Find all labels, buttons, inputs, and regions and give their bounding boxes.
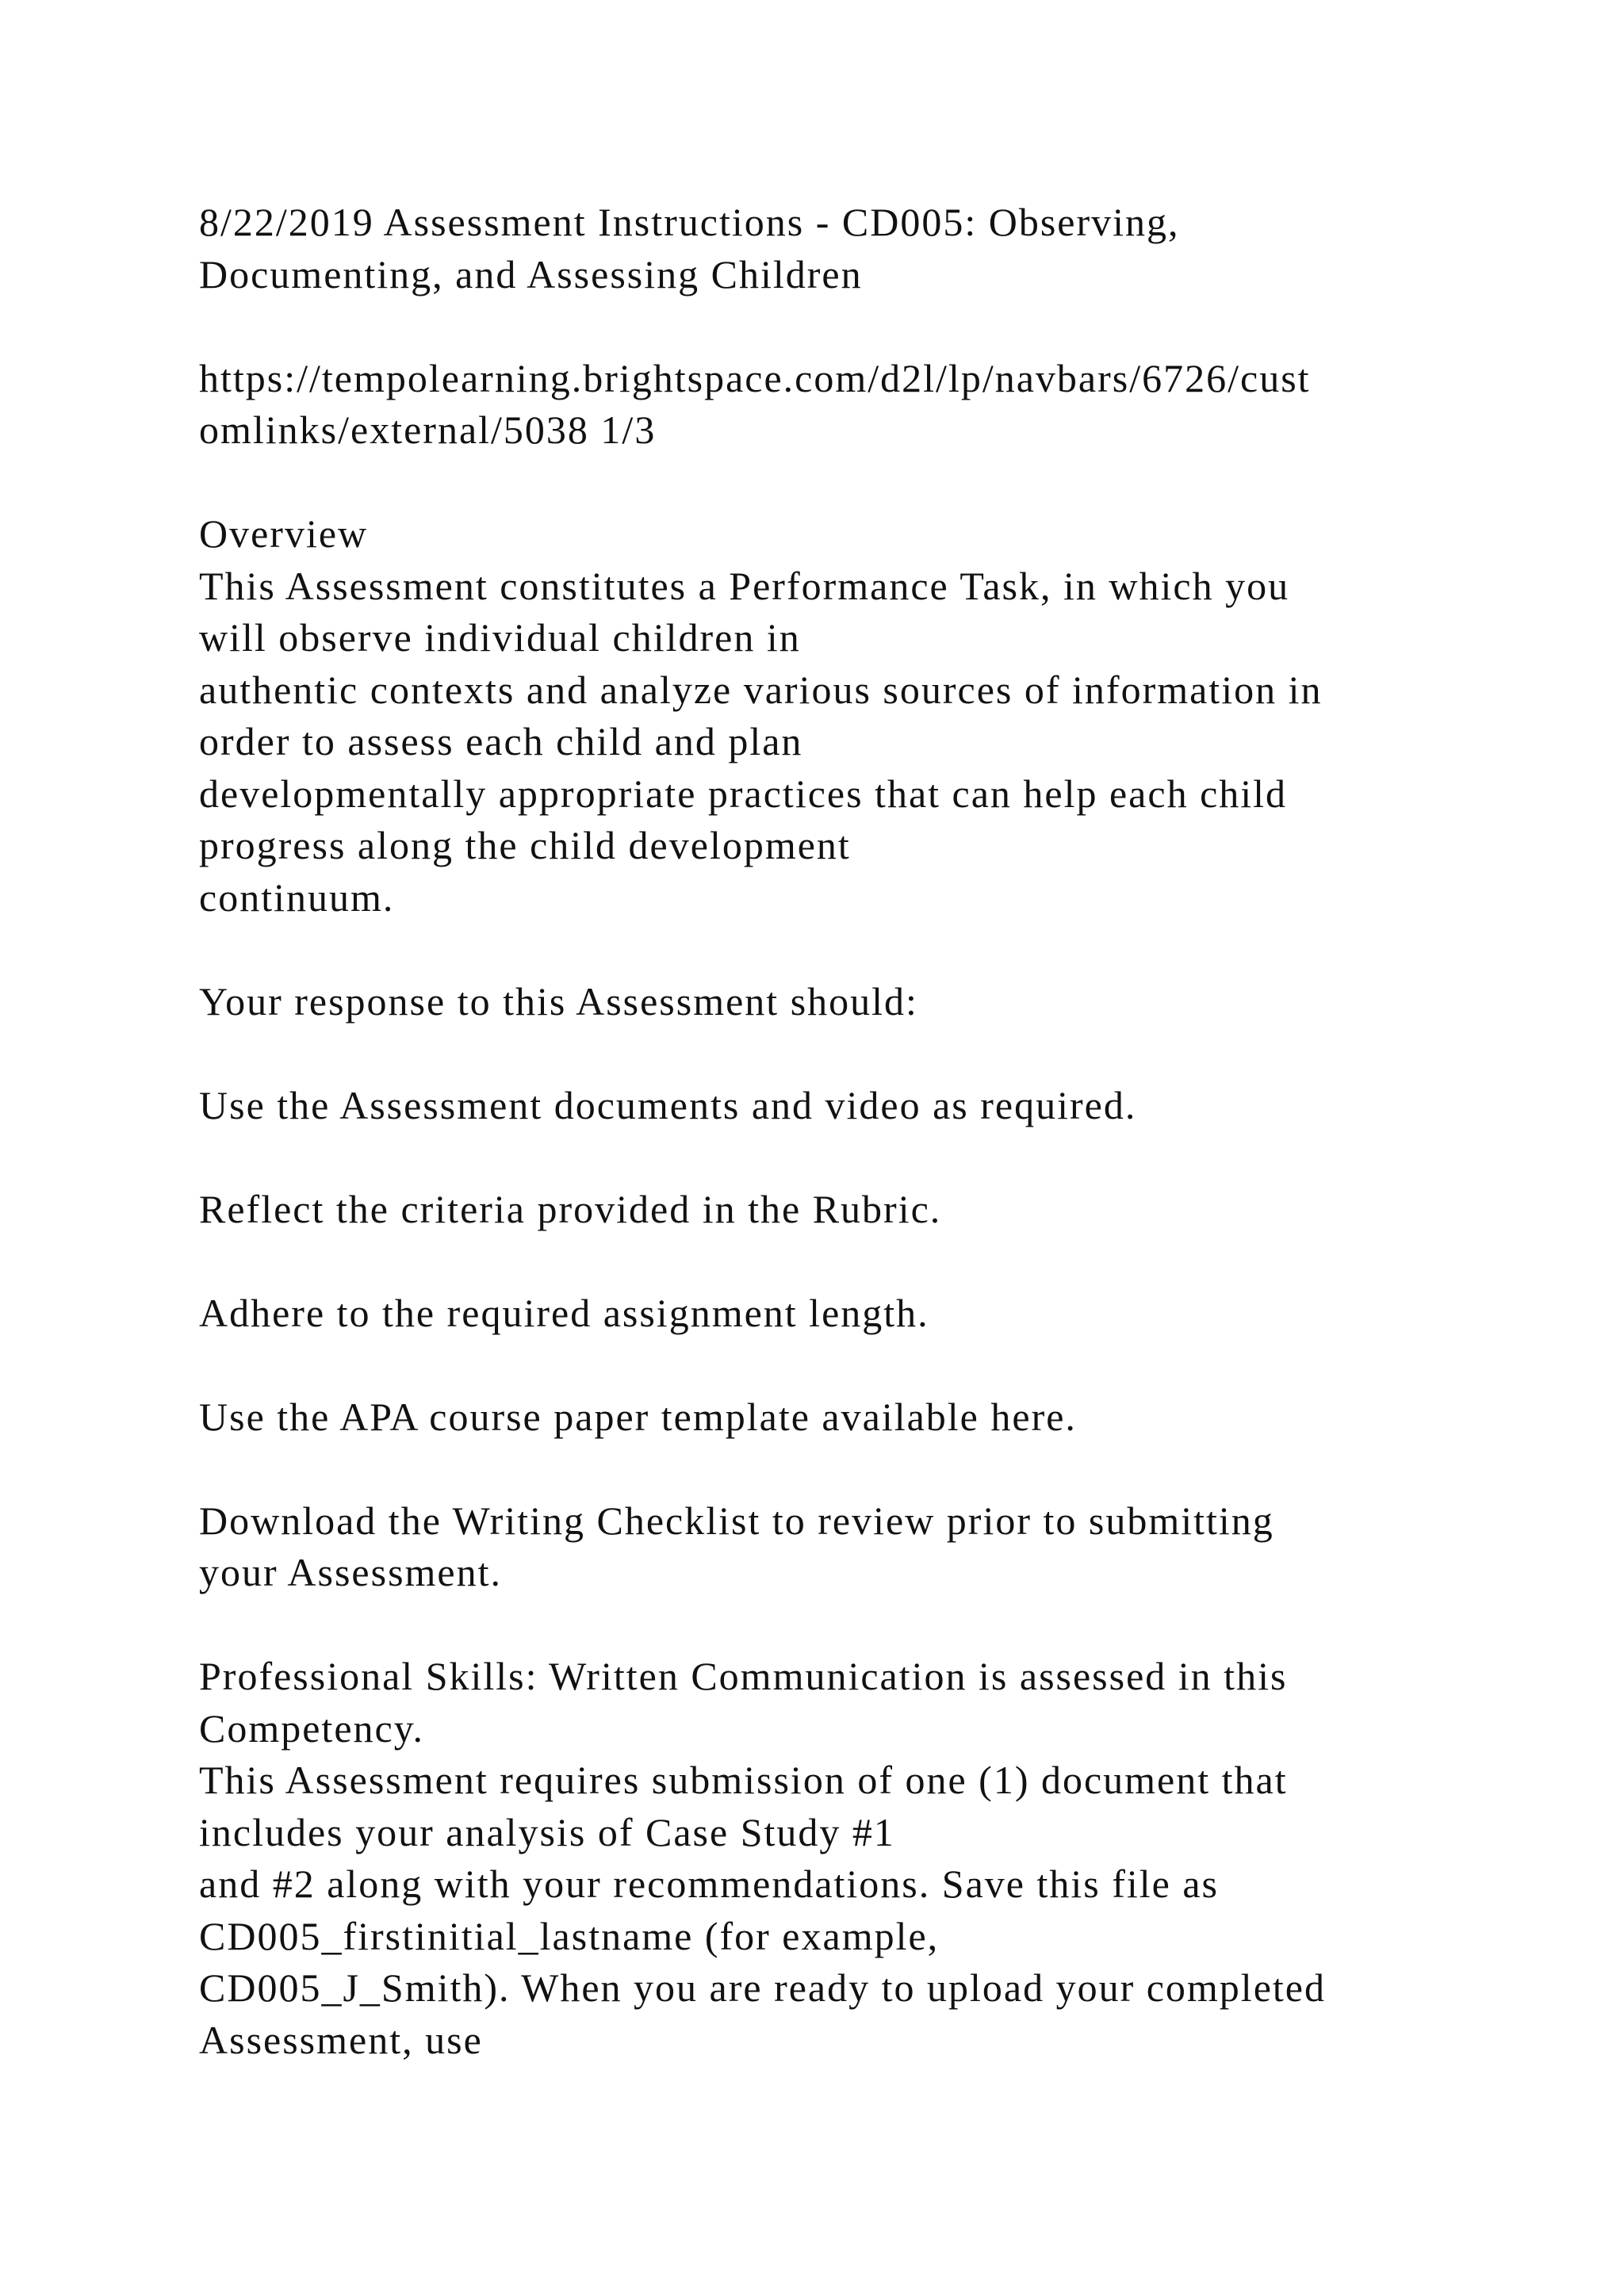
professional-skills-line: CD005_firstinitial_lastname (for example,	[199, 1913, 940, 1958]
overview-heading: Overview	[199, 511, 369, 556]
blank-line	[199, 1131, 1484, 1184]
overview-line: order to assess each child and plan	[199, 719, 803, 763]
requirement-item: Use the APA course paper template available here.	[199, 1394, 1077, 1439]
professional-skills-line: Competency.	[199, 1705, 424, 1751]
header-line-2: Documenting, and Assessing Children	[199, 251, 863, 297]
blank-line	[199, 1027, 1484, 1080]
requirement-item: Reflect the criteria provided in the Rubric.	[199, 1186, 942, 1231]
professional-skills-line: CD005_J_Smith). When you are ready to upload your completed	[199, 1965, 1326, 2010]
professional-skills-line: Professional Skills: Written Communication is assessed in this	[199, 1654, 1288, 1698]
blank-line	[199, 300, 1484, 353]
checklist-line-2: your Assessment.	[199, 1550, 502, 1594]
requirement-item: Use the Assessment documents and video as required.	[199, 1082, 1137, 1127]
url-line-2: omlinks/external/5038 1/3	[199, 408, 657, 452]
blank-line	[199, 1235, 1484, 1288]
blank-line	[199, 924, 1484, 976]
header-line-1: 8/22/2019 Assessment Instructions - CD005: Observing,	[199, 200, 1180, 244]
document-body	[199, 197, 1484, 2066]
overview-line: developmentally appropriate practices that can help each child	[199, 771, 1288, 816]
professional-skills-line: includes your analysis of Case Study #1	[199, 1809, 895, 1854]
blank-line	[199, 1443, 1484, 1495]
overview-line: continuum.	[199, 874, 395, 920]
checklist-line-1: Download the Writing Checklist to review prior to submitting	[199, 1498, 1274, 1543]
response-intro: Your response to this Assessment should:	[199, 978, 918, 1024]
overview-line: will observe individual children in	[199, 615, 801, 660]
professional-skills-line: and #2 along with your recommendations. Save this file as	[199, 1862, 1219, 1906]
professional-skills-line: Assessment, use	[199, 2017, 483, 2062]
overview-line: progress along the child development	[199, 823, 851, 867]
overview-line: authentic contexts and analyze various sources of information in	[199, 667, 1323, 712]
requirement-item: Adhere to the required assignment length.	[199, 1290, 929, 1335]
blank-line	[199, 1339, 1484, 1391]
blank-line	[199, 1599, 1484, 1651]
blank-line	[199, 457, 1484, 509]
overview-line: This Assessment constitutes a Performance Task, in which you	[199, 563, 1290, 608]
professional-skills-line: This Assessment requires submission of one (1) document that	[199, 1758, 1288, 1802]
url-line-1: https://tempolearning.brightspace.com/d2l/lp/navbars/6726/cust	[199, 355, 1311, 400]
